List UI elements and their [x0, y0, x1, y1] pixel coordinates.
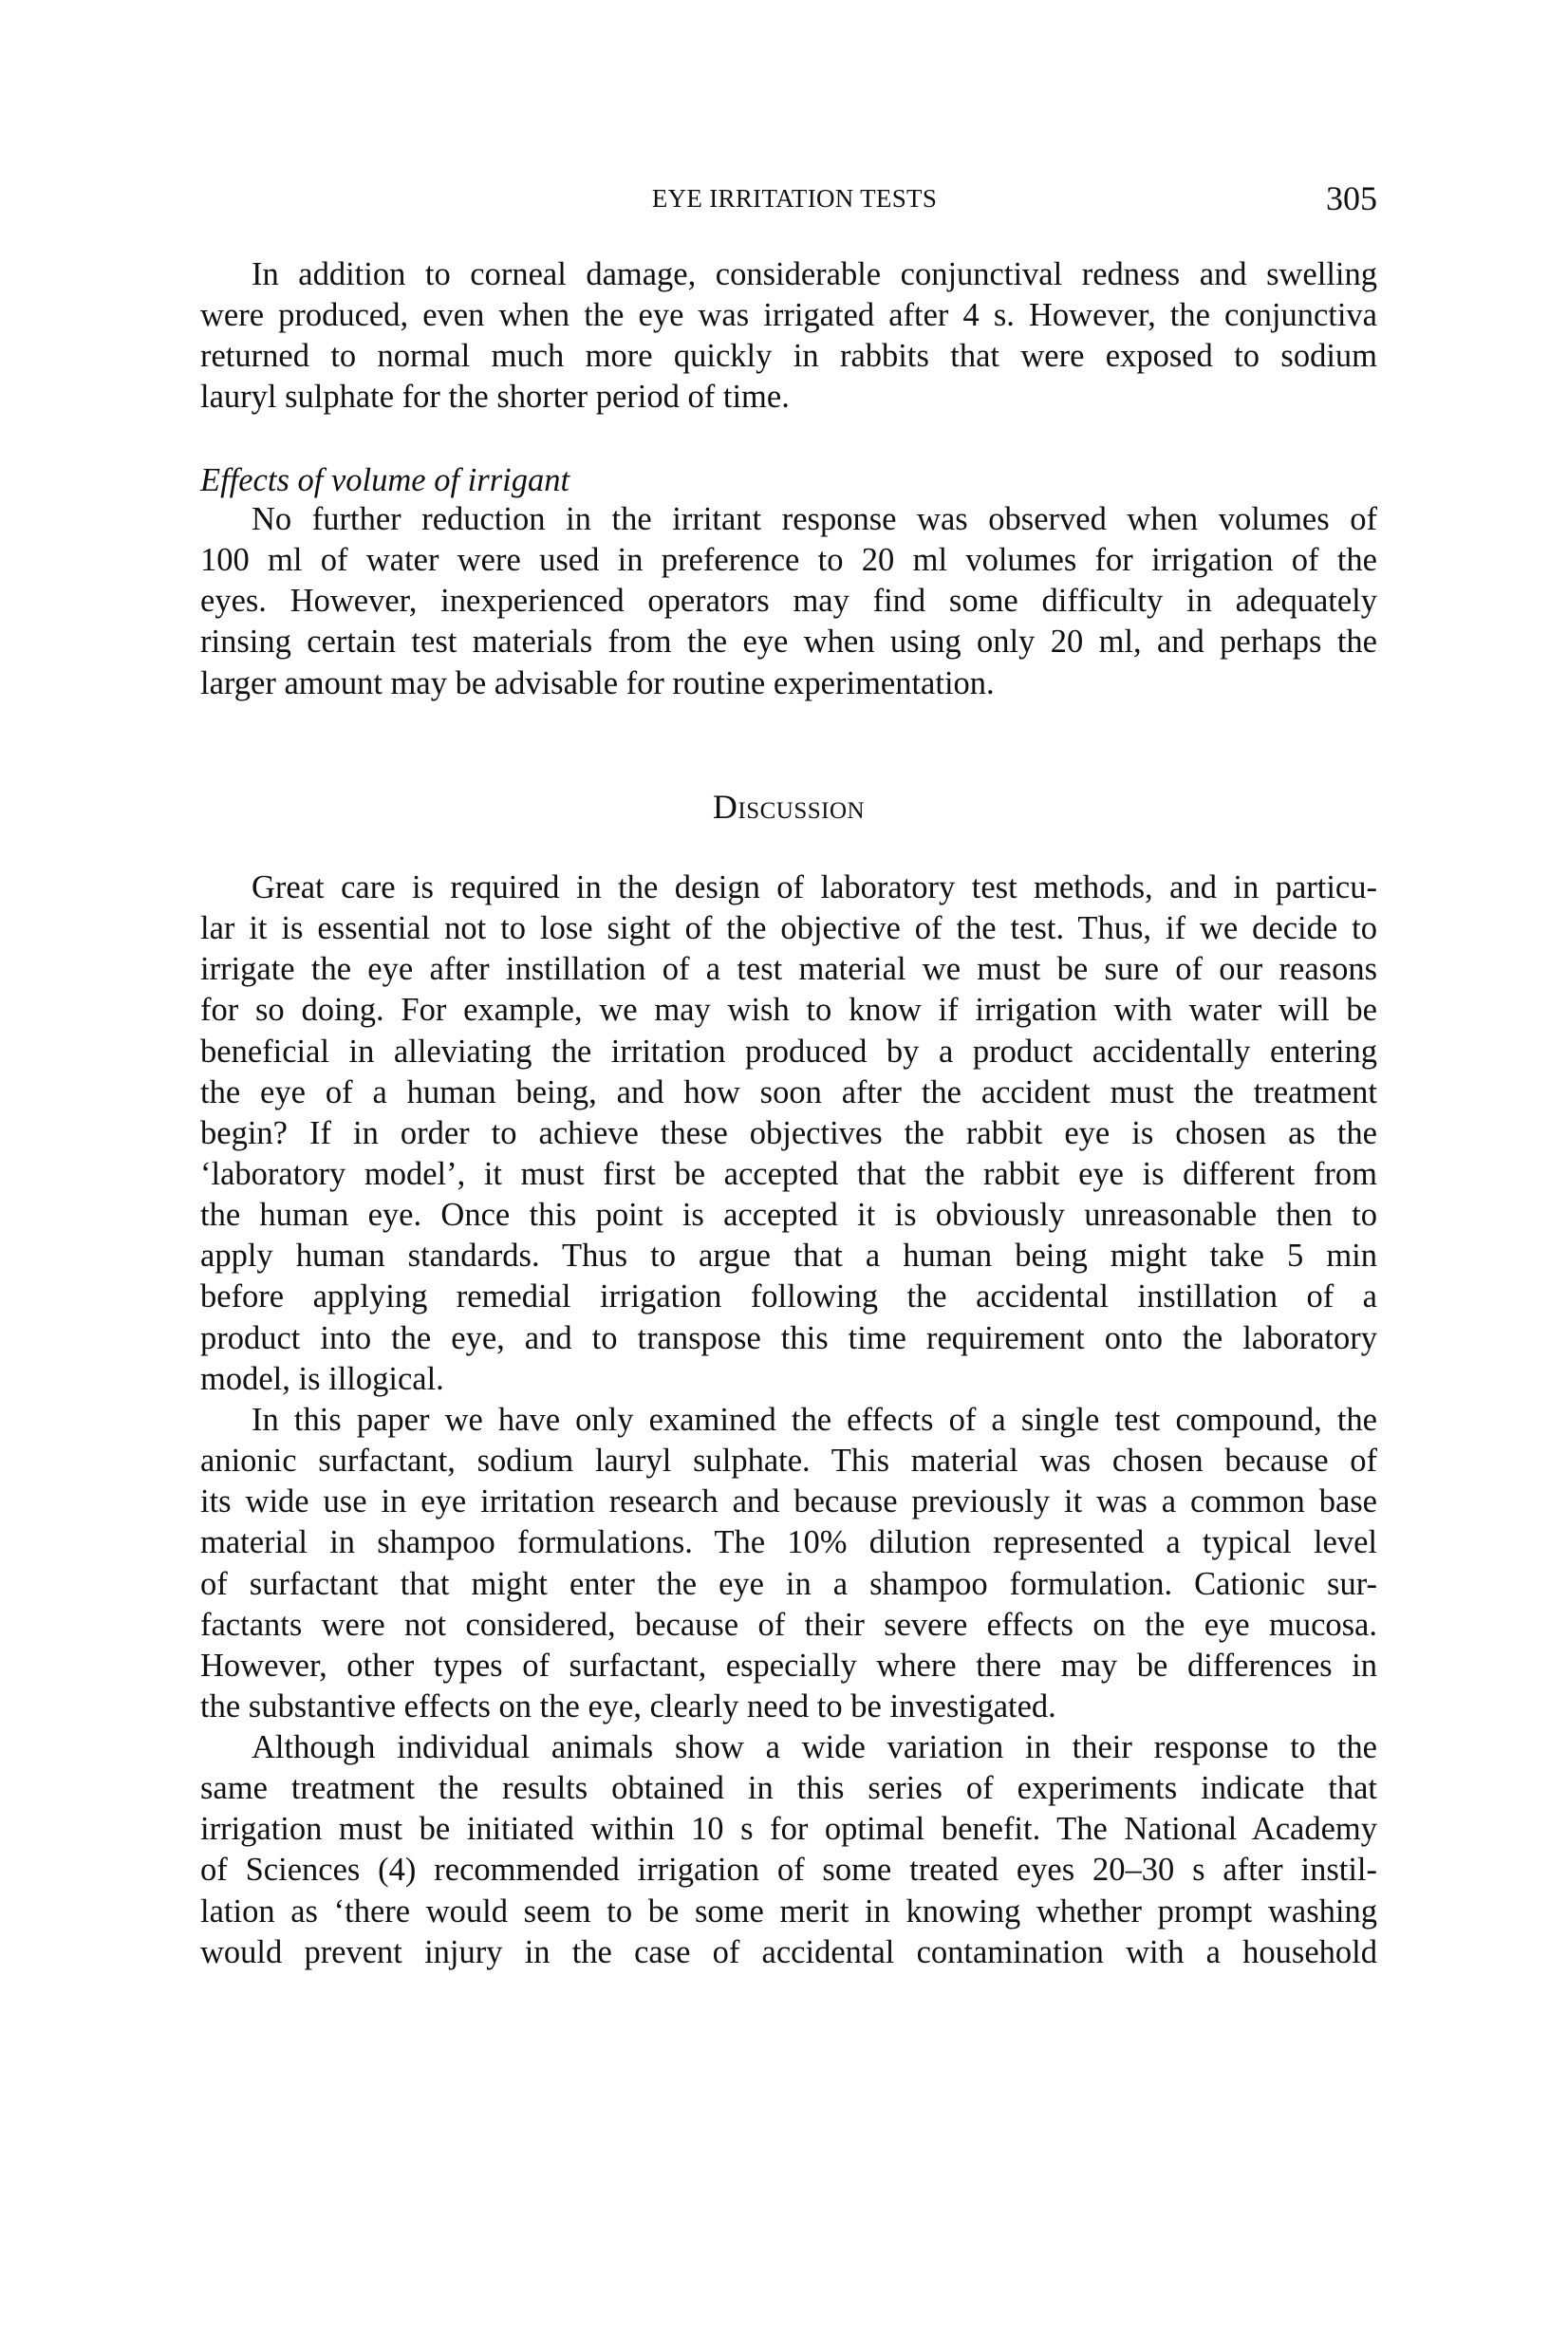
paragraph-discussion-irrigation-timing — [200, 1727, 1377, 1973]
text-line: rinsing certain test materials from the eye when using only 20 ml, and perhaps the — [200, 624, 1377, 661]
running-title: EYE IRRITATION TESTS — [651, 184, 938, 213]
text-line: beneficial in alleviating the irritation produced by a product accidentally entering — [200, 1033, 1377, 1070]
text-line: apply human standards. Thus to argue that a human being might take 5 min — [200, 1238, 1377, 1275]
text-line: its wide use in eye irritation research and because previously it was a common base — [200, 1483, 1377, 1520]
text-line: same treatment the results obtained in this series of experiments indicate that — [200, 1770, 1377, 1807]
text-line: factants were not considered, because of their severe effects on the eye mucosa. — [200, 1606, 1377, 1643]
text-line: In addition to corneal damage, considerable conjunctival redness and swelling — [252, 256, 1377, 292]
page-number: 305 — [1326, 179, 1377, 217]
text-line: 100 ml of water were used in preference to 20 ml volumes for irrigation of the — [200, 542, 1377, 579]
text-line: the substantive effects on the eye, clearly need to be investigated. — [200, 1687, 1056, 1724]
paragraph-discussion-test-design — [200, 867, 1377, 1400]
text-line: larger amount may be advisable for routine experimentation. — [200, 664, 995, 701]
text-line: Although individual animals show a wide variation in their response to the — [252, 1729, 1377, 1765]
paragraph-discussion-surfactant — [200, 1400, 1377, 1727]
text-line: irrigate the eye after instillation of a test material we must be sure of our reasons — [200, 951, 1377, 988]
text-line: of Sciences (4) recommended irrigation of some treated eyes 20–30 s after instil- — [200, 1852, 1377, 1889]
text-line: were produced, even when the eye was irrigated after 4 s. However, the conjunctiva — [200, 297, 1377, 334]
text-line: Great care is required in the design of laboratory test methods, and in particu- — [252, 869, 1377, 905]
text-line: eyes. However, inexperienced operators may find some difficulty in adequately — [200, 583, 1377, 620]
text-line: material in shampoo formulations. The 10% dilution represented a typical level — [200, 1524, 1377, 1561]
text-line: In this paper we have only examined the effects of a single test compound, the — [252, 1402, 1377, 1438]
text-line: ‘laboratory model’, it must first be accepted that the rabbit eye is different from — [200, 1155, 1377, 1192]
text-line: model, is illogical. — [200, 1360, 444, 1397]
text-line: lar it is essential not to lose sight of the objective of the test. Thus, if we decide to — [200, 910, 1377, 947]
paragraph-conjunctival-effects — [200, 254, 1377, 419]
text-line: of surfactant that might enter the eye in a shampoo formulation. Cationic sur- — [200, 1565, 1377, 1602]
section-heading-discussion: Discussion — [712, 788, 866, 826]
text-line: before applying remedial irrigation following the accidental instillation of a — [200, 1278, 1377, 1315]
text-line: irrigation must be initiated within 10 s for optimal benefit. The National Academy — [200, 1811, 1377, 1848]
text-line: for so doing. For example, we may wish to know if irrigation with water will be — [200, 992, 1377, 1029]
text-line: begin? If in order to achieve these objectives the rabbit eye is chosen as the — [200, 1114, 1377, 1151]
text-line: the human eye. Once this point is accepted it is obviously unreasonable then to — [200, 1197, 1377, 1234]
text-line: the eye of a human being, and how soon after the accident must the treatment — [200, 1073, 1377, 1110]
text-line: product into the eye, and to transpose this time requirement onto the laboratory — [200, 1319, 1377, 1356]
text-line: anionic surfactant, sodium lauryl sulphate. This material was chosen because of — [200, 1443, 1377, 1480]
text-line: However, other types of surfactant, especially where there may be differences in — [200, 1647, 1377, 1684]
running-head — [200, 178, 1377, 217]
text-line: would prevent injury in the case of accidental contamination with a household — [200, 1933, 1377, 1970]
text-line: No further reduction in the irritant response was observed when volumes of — [252, 501, 1377, 537]
text-line: lation as ‘there would seem to be some merit in knowing whether prompt washing — [200, 1892, 1377, 1930]
subheading-volume-of-irrigant: Effects of volume of irrigant — [200, 462, 570, 498]
text-line: lauryl sulphate for the shorter period of time. — [200, 379, 790, 416]
paragraph-volume-of-irrigant — [200, 499, 1377, 704]
text-line: returned to normal much more quickly in rabbits that were exposed to sodium — [200, 338, 1377, 375]
